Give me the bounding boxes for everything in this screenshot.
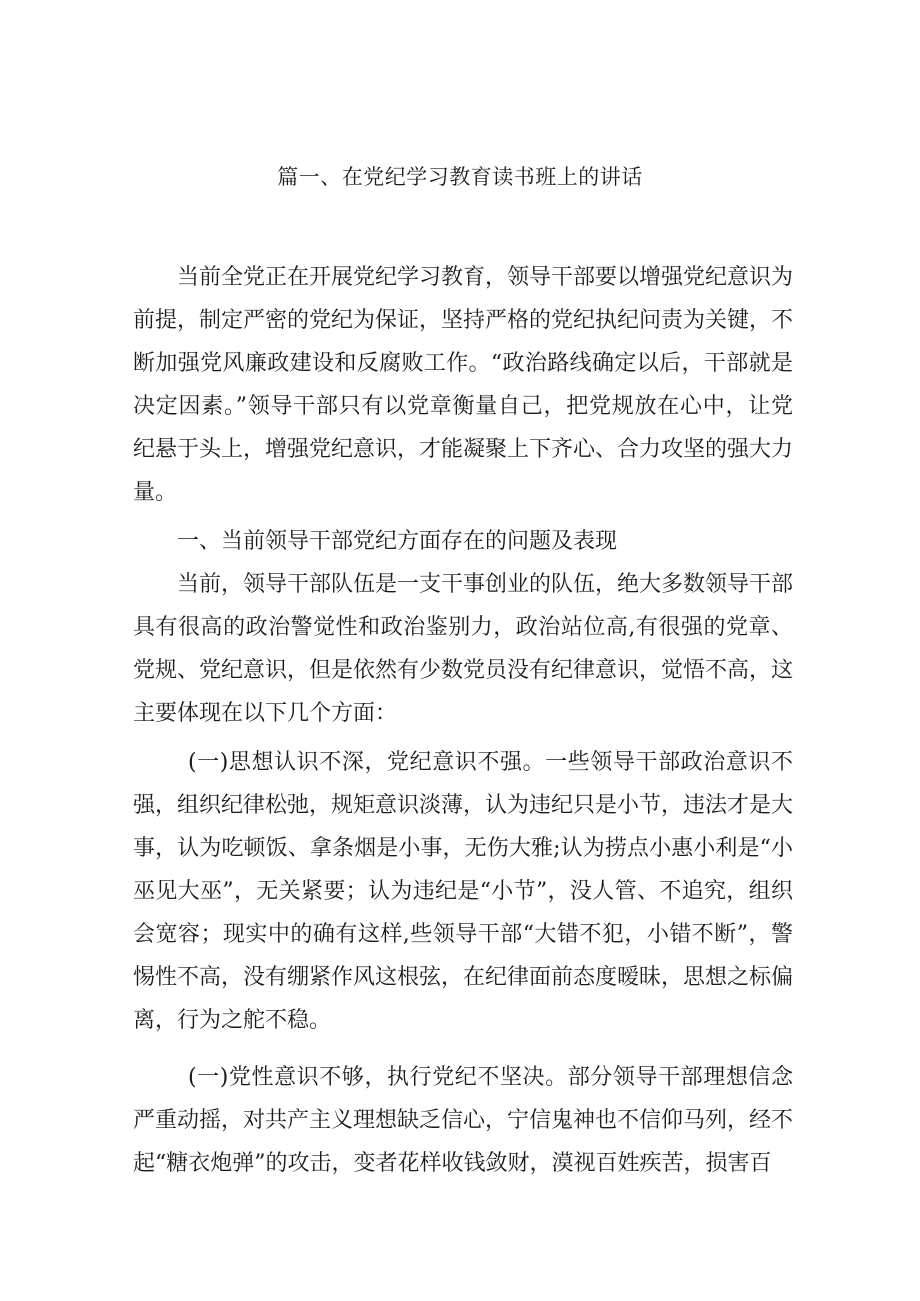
section-heading: 一、当前领导干部党纪方面存在的问题及表现 [177, 529, 618, 554]
document-body [133, 256, 793, 1185]
section-intro-paragraph: 当前，领导干部队伍是一支干事创业的队伍，绝大多数领导干部具有很高的政治警觉性和政治鉴别力，政治站位高,有很强的党章、党规、党纪意识，但是依然有少数党员没有纪律意识，觉悟不高，这主要体现在以下几个方面： [133, 572, 794, 726]
intro-paragraph: 当前全党正在开展党纪学习教育，领导干部要以增强党纪意识为前提，制定严密的党纪为保证，坚持严格的党纪执纪问责为关键，不断加强党风廉政建设和反腐败工作。“政治路线确定以后，干部就是决定因素。”领导干部只有以党章衡量自己，把党规放在心中，让党纪悬于头上，增强党纪意识，才能凝聚上下齐心、合力攻坚的强大力量。 [133, 265, 794, 505]
document-title: 篇一、在党纪学习教育读书班上的讲话 [277, 165, 643, 189]
subsection-paragraph-2: (一)党性意识不够，执行党纪不坚决。部分领导干部理想信念严重动摇，对共产主义理想缺乏信心，宁信鬼神也不信仰马列，经不起“糖衣炮弹”的攻击，变者花样收钱敛财，漠视百姓疾苦，损害百 [133, 1065, 794, 1176]
subsection-paragraph-1: (一)思想认识不深，党纪意识不强。一些领导干部政治意识不强，组织纪律松弛，规矩意识淡薄，认为违纪只是小节，违法才是大事，认为吃顿饭、拿条烟是小事，无伤大雅;认为捞点小惠小利是“小巫见大巫”，无关紧要；认为违纪是“小节”，没人管、不追究，组织会宽容；现实中的确有这样,些领导干部“大错不犯，小错不断”，警惕性不高，没有绷紧作风这根弦，在纪律面前态度暧昧，思想之标偏离，行为之舵不稳。 [133, 750, 794, 1033]
